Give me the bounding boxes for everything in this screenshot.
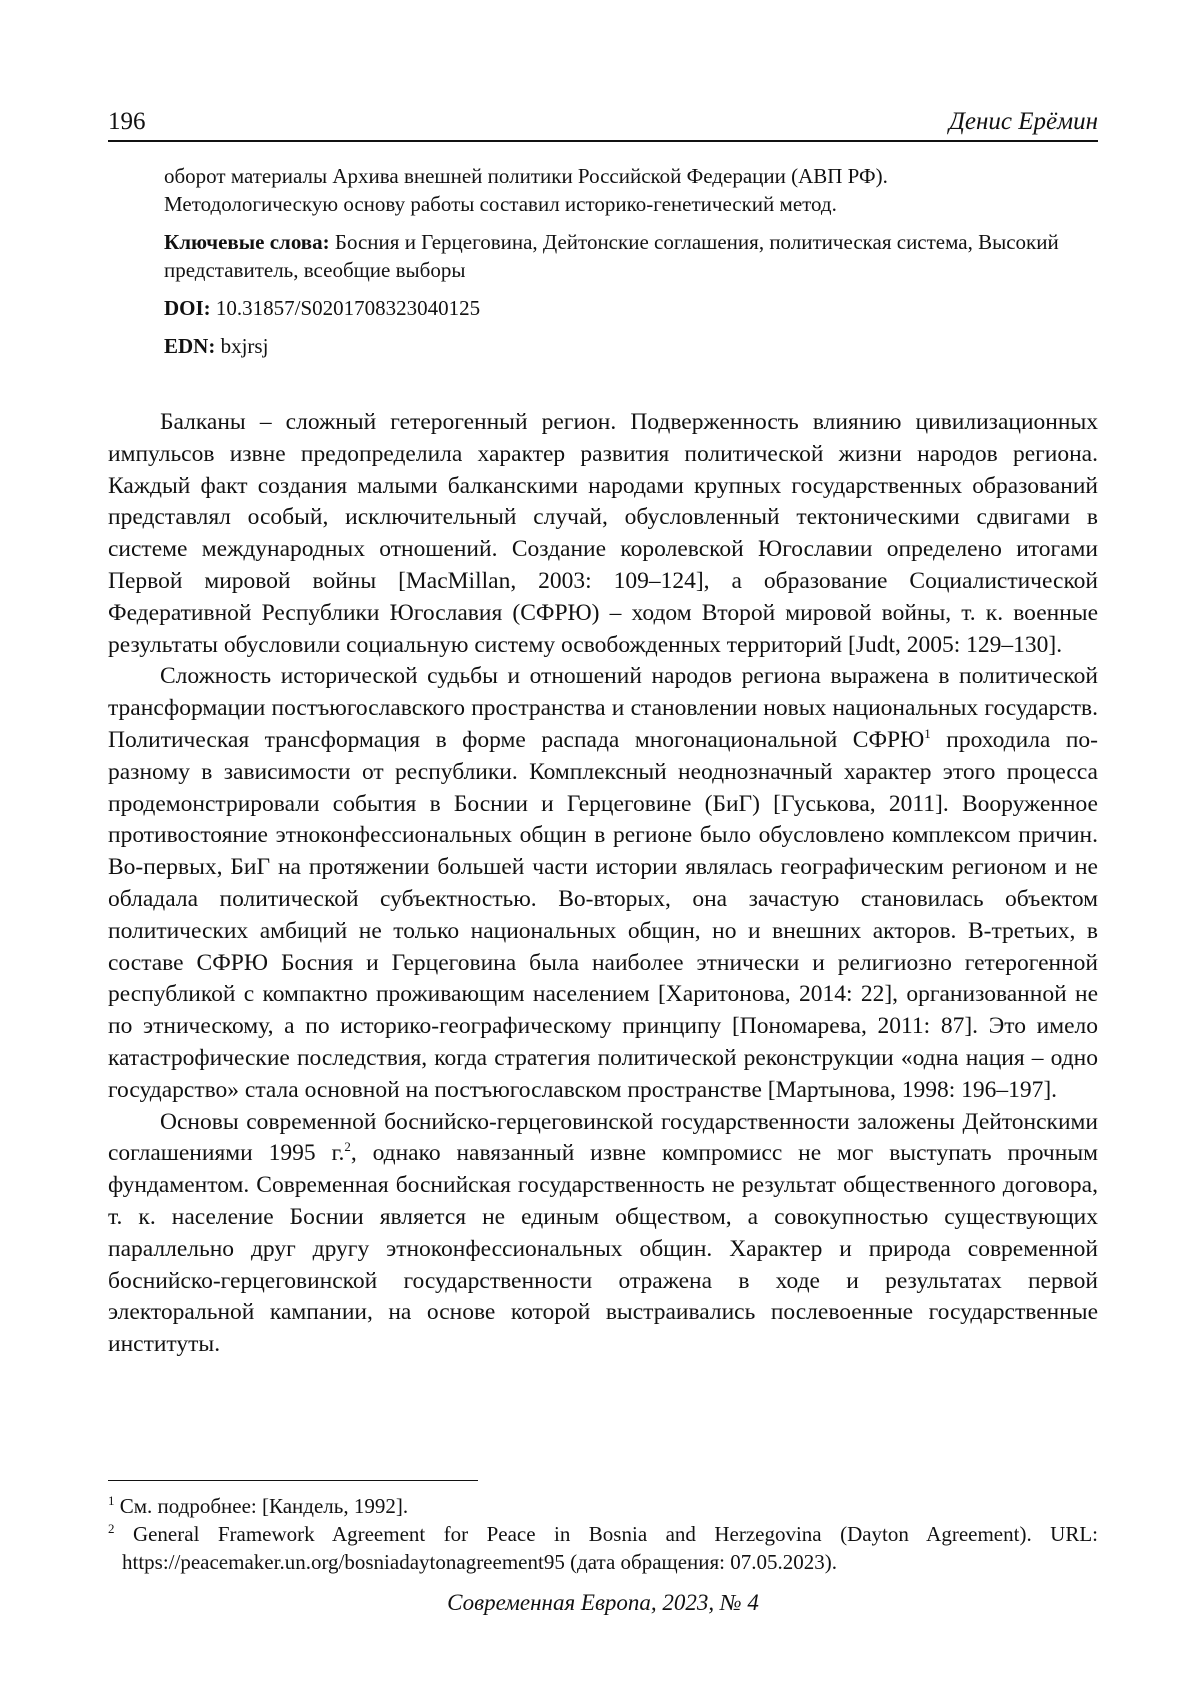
footnote-ref-2[interactable]: 2 [344, 1139, 351, 1155]
abstract-block [164, 162, 1064, 370]
edn [164, 332, 1064, 360]
footnote-divider [108, 1480, 478, 1481]
footnote-1-text: См. подробнее: [Кандель, 1992]. [114, 1494, 409, 1518]
footnotes [108, 1492, 1098, 1576]
paragraph-2-text-a: Сложность исторической судьбы и отношений народов региона выражена в политической трансформации постъюгославского пространства и становлении новых национальных государств. Политическая трансформация в форме распада многонациональной СФРЮ [108, 663, 1098, 753]
footnote-1-mark: 1 [108, 1493, 115, 1508]
footnote-2-mark: 2 [108, 1521, 115, 1536]
paragraph-2-text-b: проходила по-разному в зависимости от республики. Комплексный неоднозначный характер этого процесса продемонстрировали события в Боснии и Герцеговине (БиГ) [Гуськова, 2011]. Вооруженное противостояние этноконфессиональных общин в регионе было обусловлено комплексом причин. Во-первых, БиГ на протяжении большей части истории являлась географическим регионом и не обладала политической субъектностью. Во-вторых, она зачастую становилась объектом политических амбиций не только национальных общин, но и внешних акторов. В-третьих, в составе СФРЮ Босния и Герцеговина была наиболее этнически и религиозно гетерогенной республикой с компактно проживающим населением [Харитонова, 2014: 22], организованной не по этническому, а по историко-географическому принципу [Пономарева, 2011: 87]. Это имело катастрофические последствия, когда стратегия политической реконструкции «одна нация – одно государство» стала основной на постъюгославском пространстве [Мартынова, 1998: 196–197]. [108, 726, 1098, 1103]
footnote-1 [108, 1492, 1098, 1520]
doi-label: DOI: [164, 296, 211, 320]
paragraph-3 [108, 1107, 1098, 1361]
keywords [164, 228, 1064, 284]
keywords-label: Ключевые слова: [164, 230, 330, 254]
edn-value: bxjrsj [220, 334, 269, 358]
page-header [108, 100, 1098, 142]
paragraph-2 [108, 661, 1098, 1106]
abstract-text: оборот материалы Архива внешней политики Российской Федерации (АВП РФ). Методологическую основу работы составил историко-генетический метод. [164, 164, 888, 216]
footnote-2 [108, 1520, 1098, 1576]
doi [164, 294, 1064, 322]
page-number: 196 [108, 108, 146, 135]
author-name: Денис Ерёмин [949, 108, 1098, 135]
footnote-2-text: General Framework Agreement for Peace in Bosnia and Herzegovina (Dayton Agreement). URL: https://peacemaker.un.org/bosniadaytonagreement95 (дата обращения: 07.05.2023). [114, 1522, 1098, 1574]
journal-footer: Современная Европа, 2023, № 4 [447, 1590, 759, 1615]
paragraph-1: Балканы – сложный гетерогенный регион. Подверженность влиянию цивилизационных импульсов извне предопределила характер развития политической жизни народов региона. Каждый факт создания малыми балканскими народами крупных государственных образований представлял особый, исключительный случай, обусловленный тектоническими сдвигами в системе международных отношений. Создание королевской Югославии определено итогами Первой мировой войны [MacMillan, 2003: 109–124], а образование Социалистической Федеративной Республики Югославия (СФРЮ) – ходом Второй мировой войны, т. к. военные результаты обусловили социальную систему освобожденных территорий [Judt, 2005: 129–130]. [108, 409, 1098, 658]
edn-label: EDN: [164, 334, 216, 358]
paragraph-3-text-b: , однако навязанный извне компромисс не мог выступать прочным фундаментом. Современная боснийская государственность не результат общественного договора, т. к. население Боснии является не единым обществом, а совокупностью существующих параллельно друг другу этноконфессиональных общин. Характер и природа современной боснийско-герцеговинской государственности отражена в ходе и результатах первой электоральной кампании, на основе которой выстраивались послевоенные государственные институты. [108, 1140, 1098, 1358]
footnote-ref-1[interactable]: 1 [924, 726, 931, 742]
keywords-value: Босния и Герцеговина, Дейтонские соглашения, политическая система, Высокий представитель, всеобщие выборы [164, 230, 1059, 282]
article-body [108, 407, 1098, 1361]
doi-value: 10.31857/S0201708323040125 [215, 296, 481, 320]
paragraph-3-text-a: Основы современной боснийско-герцеговинской государственности заложены Дейтонскими соглашениями 1995 г. [108, 1108, 1098, 1167]
